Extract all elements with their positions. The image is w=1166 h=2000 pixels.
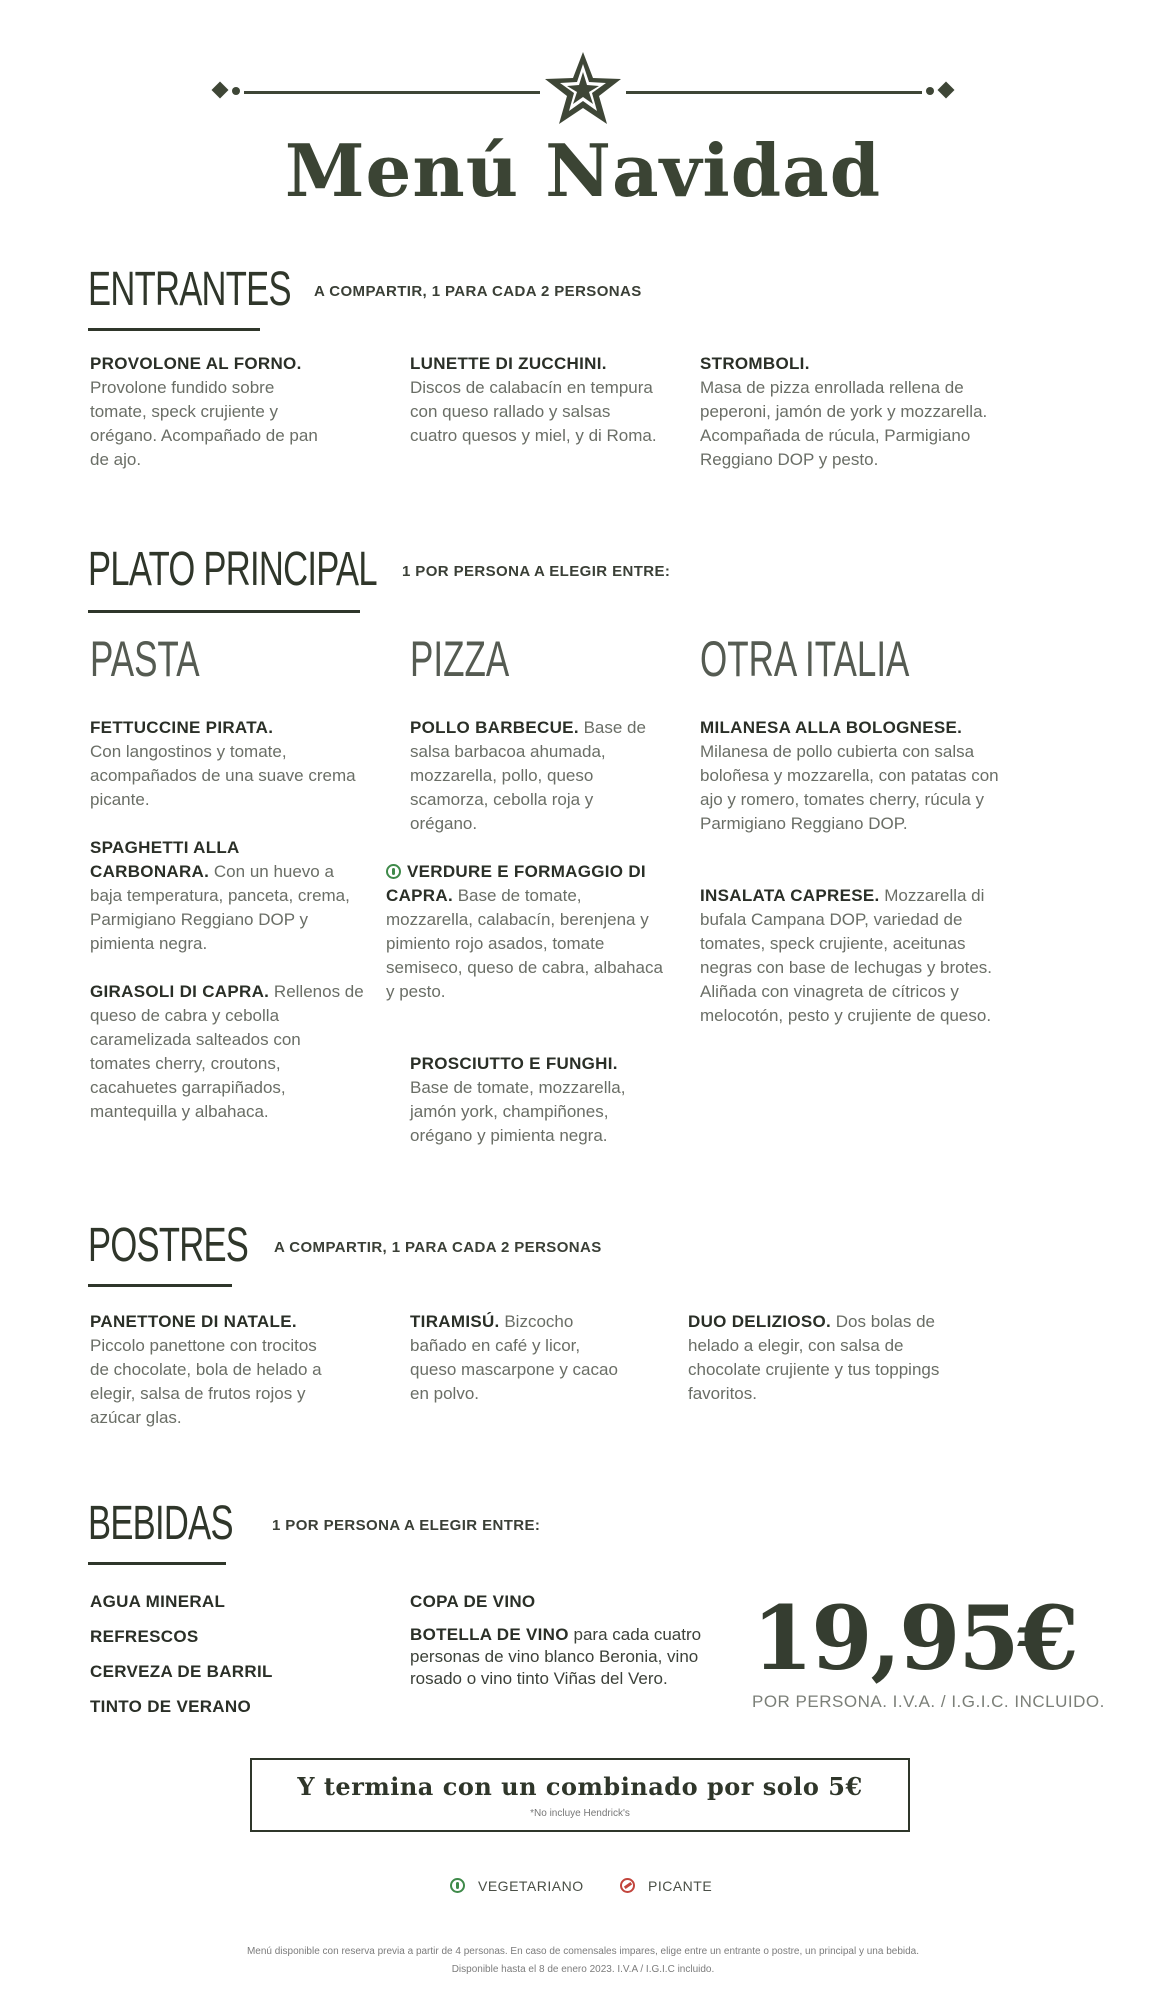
ornament-diamond-right [938,82,955,99]
dish-name: PROVOLONE AL FORNO. [90,354,302,373]
footer-line-1: Menú disponible con reserva previa a partir de 4 personas. En caso de comensales impares, elige entre un entrante o postre, un principal y una bebida. [246,1946,920,1957]
price: 19,95€ [752,1586,1077,1690]
entrantes-note: A COMPARTIR, 1 PARA CADA 2 PERSONAS [314,283,642,300]
dish-provolone [90,352,330,472]
dish-name: GIRASOLI DI CAPRA. [90,982,270,1001]
ornament-bead-left [232,87,240,95]
section-title-principal: PLATO PRINCIPAL [88,543,377,596]
drink-cerveza: CERVEZA DE BARRIL [90,1662,273,1681]
dish-name: POLLO BARBECUE. [410,718,579,737]
dish-milanesa [700,716,1000,836]
ornament-bead-right [926,87,934,95]
dish-name: VERDURE E FORMAGGIO DI CAPRA. [386,862,646,905]
dish-duo-delizioso [688,1310,958,1406]
dish-carbonara [90,836,350,956]
bebidas-underline [88,1562,226,1565]
promo-box [250,1758,910,1832]
dish-desc: Con un huevo a baja temperatura, panceta, crema, Parmigiano Reggiano DOP y pimienta negra. [90,862,350,953]
section-title-bebidas: BEBIDAS [88,1497,233,1550]
principal-underline [88,610,360,613]
dish-desc: Milanesa de pollo cubierta con salsa boloñesa y mozzarella, con patatas con ajo y romero, tomates cherry, rúcula y Parmigiano Reggiano DOP. [700,742,999,833]
dish-girasoli [90,980,365,1124]
dish-name: FETTUCCINE PIRATA. [90,718,274,737]
dish-desc: Provolone fundido sobre tomate, speck crujiente y orégano. Acompañado de pan de ajo. [90,378,318,469]
drink-refrescos: REFRESCOS [90,1627,199,1646]
menu-title: Menú Navidad [284,128,882,213]
dish-name: MILANESA ALLA BOLOGNESE. [700,718,963,737]
dish-tiramisu [410,1310,620,1406]
dish-desc: Base de salsa barbacoa ahumada, mozzarella, pollo, queso scamorza, cebolla roja y orégano. [410,718,646,833]
dish-pollo-barbecue [410,716,665,836]
drink-tinto: TINTO DE VERANO [90,1697,251,1716]
dish-desc: Rellenos de queso de cabra y cebolla caramelizada salteados con tomates cherry, croutons, cacahuetes garrapiñados, mantequilla y albahaca. [90,982,364,1121]
vegetarian-icon [450,1878,465,1893]
dish-desc: Base de tomate, mozzarella, calabacín, berenjena y pimiento rojo asados, tomate semiseco, queso de cabra, albahaca y pesto. [386,886,663,1001]
dish-fettuccine [90,716,360,812]
section-title-entrantes: ENTRANTES [88,263,291,316]
dish-desc: Piccolo panettone con trocitos de chocolate, bola de helado a elegir, salsa de frutos rojos y azúcar glas. [90,1336,322,1427]
column-title-otra-italia: OTRA ITALIA [700,631,910,687]
drink-agua: AGUA MINERAL [90,1592,226,1611]
spicy-icon [620,1878,635,1893]
bebidas-note: 1 POR PERSONA A ELEGIR ENTRE: [272,1517,541,1534]
dish-desc: Discos de calabacín en tempura con queso rallado y salsas cuatro quesos y miel, y di Roma. [410,378,657,445]
dish-desc: Mozzarella di bufala Campana DOP, variedad de tomates, speck crujiente, aceitunas negras con base de lechugas y brotes. Aliñada con vinagreta de cítricos y melocotón, pesto y crujiente de queso. [700,886,993,1025]
legend-vegetarian: VEGETARIANO [478,1878,584,1894]
dish-caprese [700,884,1010,1028]
dish-name: INSALATA CAPRESE. [700,886,880,905]
star-icon [542,50,624,128]
ornament-line-right [626,91,922,94]
section-title-postres: POSTRES [88,1219,249,1272]
dish-name: SPAGHETTI ALLA CARBONARA. [90,838,240,881]
dish-name: TIRAMISÚ. [410,1312,500,1331]
dish-desc: Dos bolas de helado a elegir, con salsa de chocolate crujiente y tus toppings favoritos. [688,1312,940,1403]
ornament-diamond-left [212,82,229,99]
legend-spicy: PICANTE [648,1878,713,1894]
dish-name: DUO DELIZIOSO. [688,1312,832,1331]
dish-verdure [386,860,671,1004]
column-title-pasta: PASTA [90,631,200,687]
principal-note: 1 POR PERSONA A ELEGIR ENTRE: [402,563,671,580]
footer-line-2: Disponible hasta el 8 de enero 2023. I.V.A / I.G.I.C incluido. [451,1964,715,1975]
dish-name: LUNETTE DI ZUCCHINI. [410,354,607,373]
dish-lunette [410,352,660,448]
drink-name: BOTELLA DE VINO [410,1625,569,1644]
promo-text: Y termina con un combinado por solo 5€ [297,1772,863,1801]
postres-underline [88,1284,232,1287]
postres-note: A COMPARTIR, 1 PARA CADA 2 PERSONAS [274,1239,602,1256]
drink-desc: para cada cuatro personas de vino blanco Beronia, vino rosado o vino tinto Viñas del Vero. [410,1625,702,1688]
dish-desc: Bizcocho bañado en café y licor, queso mascarpone y cacao en polvo. [410,1312,618,1403]
price-note: POR PERSONA. I.V.A. / I.G.I.C. INCLUIDO. [752,1692,1105,1711]
vegetarian-icon [386,864,401,879]
dish-panettone [90,1310,340,1430]
dish-desc: Con langostinos y tomate, acompañados de una suave crema picante. [90,742,356,809]
dish-stromboli [700,352,1030,472]
drink-copa-vino: COPA DE VINO [410,1592,536,1611]
dish-desc: Masa de pizza enrollada rellena de peperoni, jamón de york y mozzarella. Acompañada de rúcula, Parmigiano Reggiano DOP y pesto. [700,378,988,469]
promo-footnote: *No incluye Hendrick's [530,1808,630,1819]
entrantes-underline [88,328,260,331]
dish-name: PANETTONE DI NATALE. [90,1312,297,1331]
dish-prosciutto [410,1052,665,1148]
dish-desc: Base de tomate, mozzarella, jamón york, champiñones, orégano y pimienta negra. [410,1078,626,1145]
ornament-line-left [244,91,540,94]
drink-botella-vino [410,1624,710,1690]
column-title-pizza: PIZZA [410,631,510,687]
dish-name: PROSCIUTTO E FUNGHI. [410,1054,618,1073]
dish-name: STROMBOLI. [700,354,810,373]
